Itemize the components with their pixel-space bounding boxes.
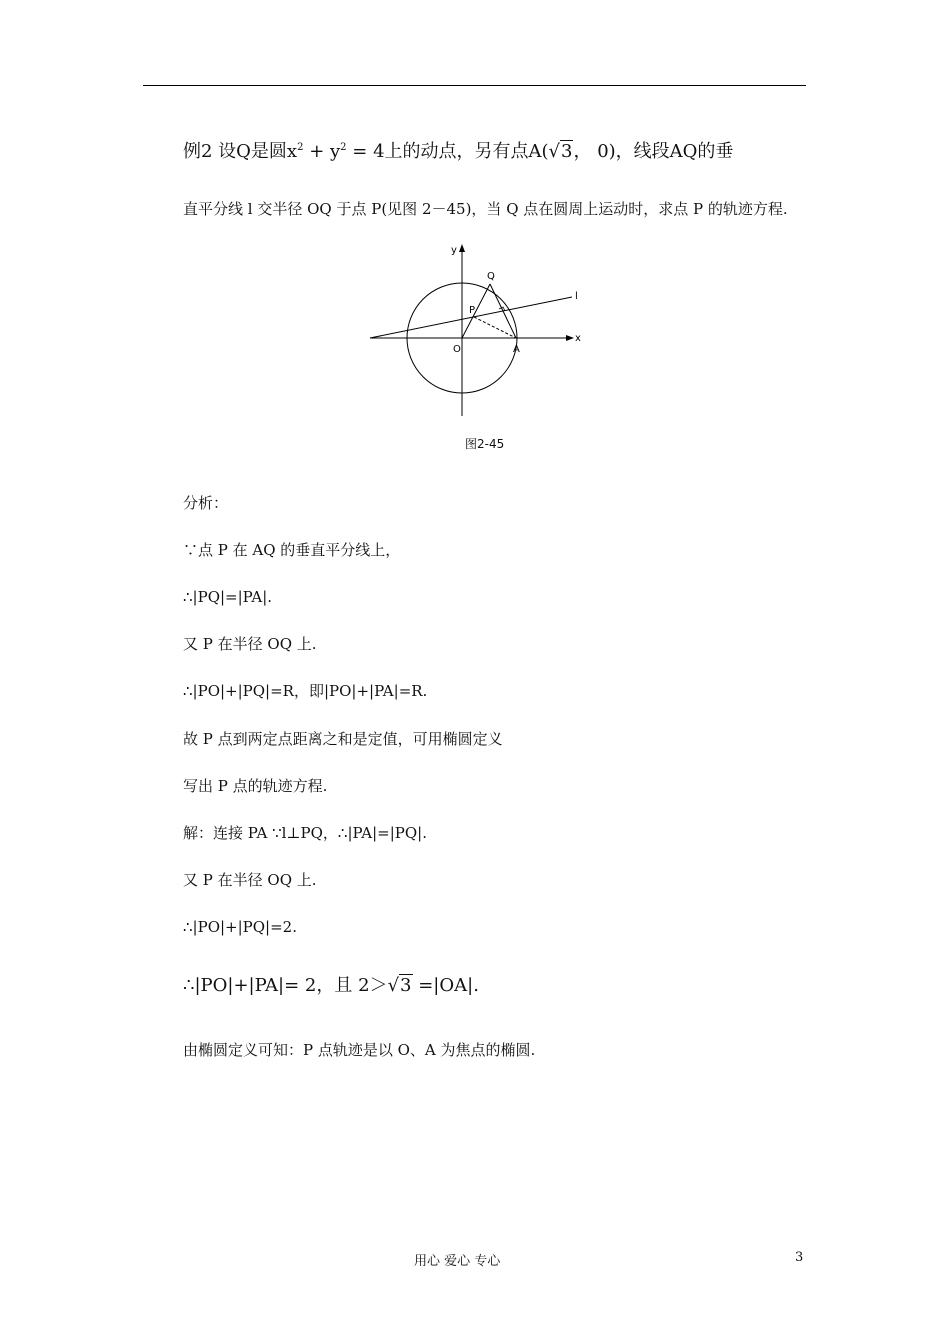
- label-o: O: [453, 344, 461, 355]
- segment-oq: [462, 284, 490, 338]
- line-l: [370, 297, 572, 338]
- solution-line-5: 由椭圆定义可知：P 点轨迹是以 O、A 为焦点的椭圆.: [183, 1041, 536, 1059]
- segment-qa: [490, 284, 516, 338]
- label-q: Q: [487, 271, 495, 282]
- analysis-line-2: ∴|PQ|=|PA|.: [183, 588, 273, 606]
- problem-line-2: 直平分线 l 交半径 OQ 于点 P(见图 2－45)，当 Q 点在圆周上运动时，求点 P 的轨迹方程.: [183, 200, 788, 218]
- figure-caption: 图2-45: [465, 437, 505, 451]
- analysis-line-6: 写出 P 点的轨迹方程.: [183, 777, 328, 795]
- solution-line-1: 解：连接 PA ∵l⊥PQ，∴|PA|=|PQ|.: [183, 824, 427, 842]
- solution-line-3: ∴|PO|+|PQ|=2.: [183, 918, 297, 936]
- analysis-line-5: 故 P 点到两定点距离之和是定值，可用椭圆定义: [183, 730, 503, 748]
- analysis-line-1: ∵点 P 在 AQ 的垂直平分线上，: [183, 541, 401, 559]
- page-number: 3: [795, 1250, 804, 1265]
- header-rule: [143, 85, 806, 86]
- analysis-line-4: ∴|PO|+|PQ|=R，即|PO|+|PA|=R.: [183, 682, 428, 700]
- label-l: l: [575, 291, 578, 302]
- solution-line-2: 又 P 在半径 OQ 上.: [183, 871, 317, 889]
- x-axis-arrow: [566, 335, 574, 341]
- y-axis-arrow: [459, 244, 465, 252]
- label-p: P: [469, 305, 476, 316]
- problem-line-1: 例2 设Q是圆$x^2 + y^2 = 4$上的动点，另有点A(√3， 0)，线段AQ的垂: [183, 141, 734, 162]
- label-y: y: [451, 245, 457, 256]
- analysis-heading: 分析：: [183, 494, 229, 512]
- label-a: A: [513, 344, 520, 355]
- label-x: x: [575, 333, 581, 344]
- footer-text: 用心 爱心 专心: [414, 1254, 501, 1269]
- analysis-line-3: 又 P 在半径 OQ 上.: [183, 635, 317, 653]
- solution-line-4: ∴|PO|+|PA|= 2，且 2＞√3 =|OA|.: [183, 975, 479, 996]
- geometry-figure: [364, 238, 594, 418]
- segment-pa: [474, 317, 516, 338]
